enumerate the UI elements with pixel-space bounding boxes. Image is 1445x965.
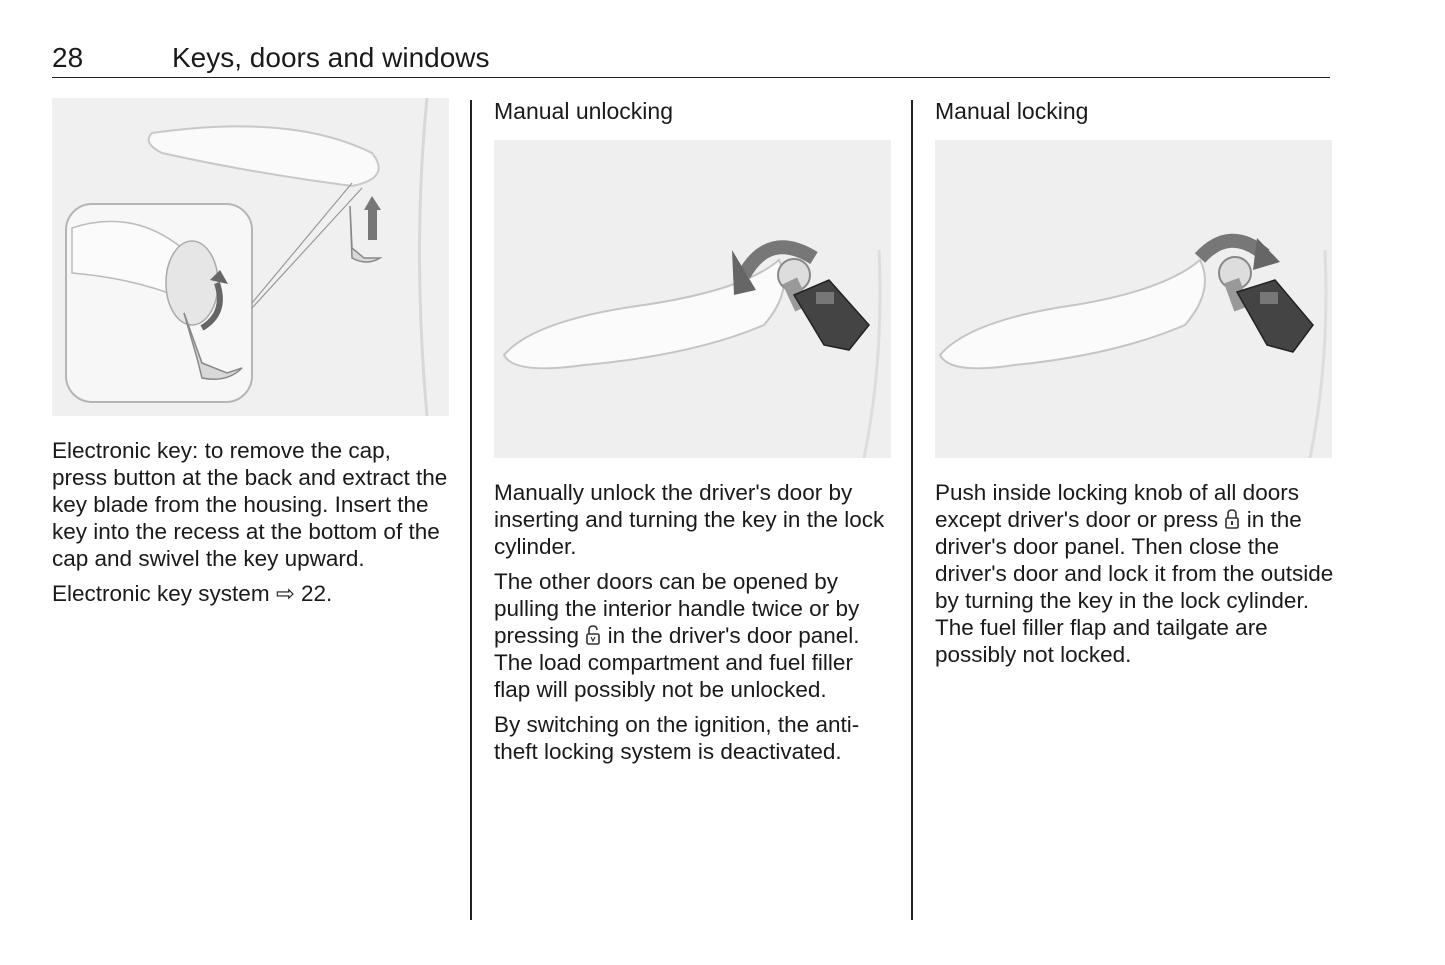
electronic-key-lead: Electronic key: [52, 438, 199, 463]
page-number: 28 [52, 42, 84, 73]
unlock-paragraph-2a: The other doors can be opened by pulling the interior handle twice or by pressing [494, 569, 860, 648]
unlock-paragraph-3: By switching on the ignition, the anti-theft locking system is deactivated. [494, 712, 860, 764]
column-electronic-key [52, 98, 450, 615]
lock-paragraph-1a: Push inside locking knob of all doors except driver's door or press [935, 480, 1299, 532]
manual-locking-figure [935, 140, 1332, 458]
key-cap-figure [52, 98, 449, 416]
page-header [52, 40, 1330, 78]
unlock-paragraph-1: Manually unlock the driver's door by inserting and turning the key in the lock cylinder. [494, 480, 885, 559]
column-manual-locking [935, 98, 1335, 676]
manual-unlocking-title: Manual unlocking [494, 98, 674, 124]
lock-padlock-icon [1224, 508, 1240, 530]
chapter-title: Keys, doors and windows [172, 42, 490, 73]
xref-arrow-icon: ⇨ [275, 581, 295, 606]
unlock-paragraph-2b: in the driver's door panel. The load compartment and fuel filler flap will possibly not be unlocked. [494, 623, 860, 702]
xref-page[interactable]: 22. [300, 581, 333, 606]
lock-paragraph-1b: in the driver's door panel. Then close the driver's door and lock it from the outside by turning the key in the lock cylinder. The fuel filler flap and tailgate are possibly not locked. [935, 507, 1334, 667]
column-divider-1 [470, 100, 472, 920]
column-manual-unlocking [494, 98, 894, 773]
unlock-padlock-icon [585, 624, 601, 646]
manual-locking-title: Manual locking [935, 98, 1089, 124]
electronic-key-paragraph: to remove the cap, press button at the back and extract the key blade from the housing. Insert the key into the recess at the bottom of the cap and swivel the key upward. [52, 438, 448, 571]
manual-unlocking-figure [494, 140, 891, 458]
xref-text: Electronic key system [52, 581, 270, 606]
column-divider-2 [911, 100, 913, 920]
